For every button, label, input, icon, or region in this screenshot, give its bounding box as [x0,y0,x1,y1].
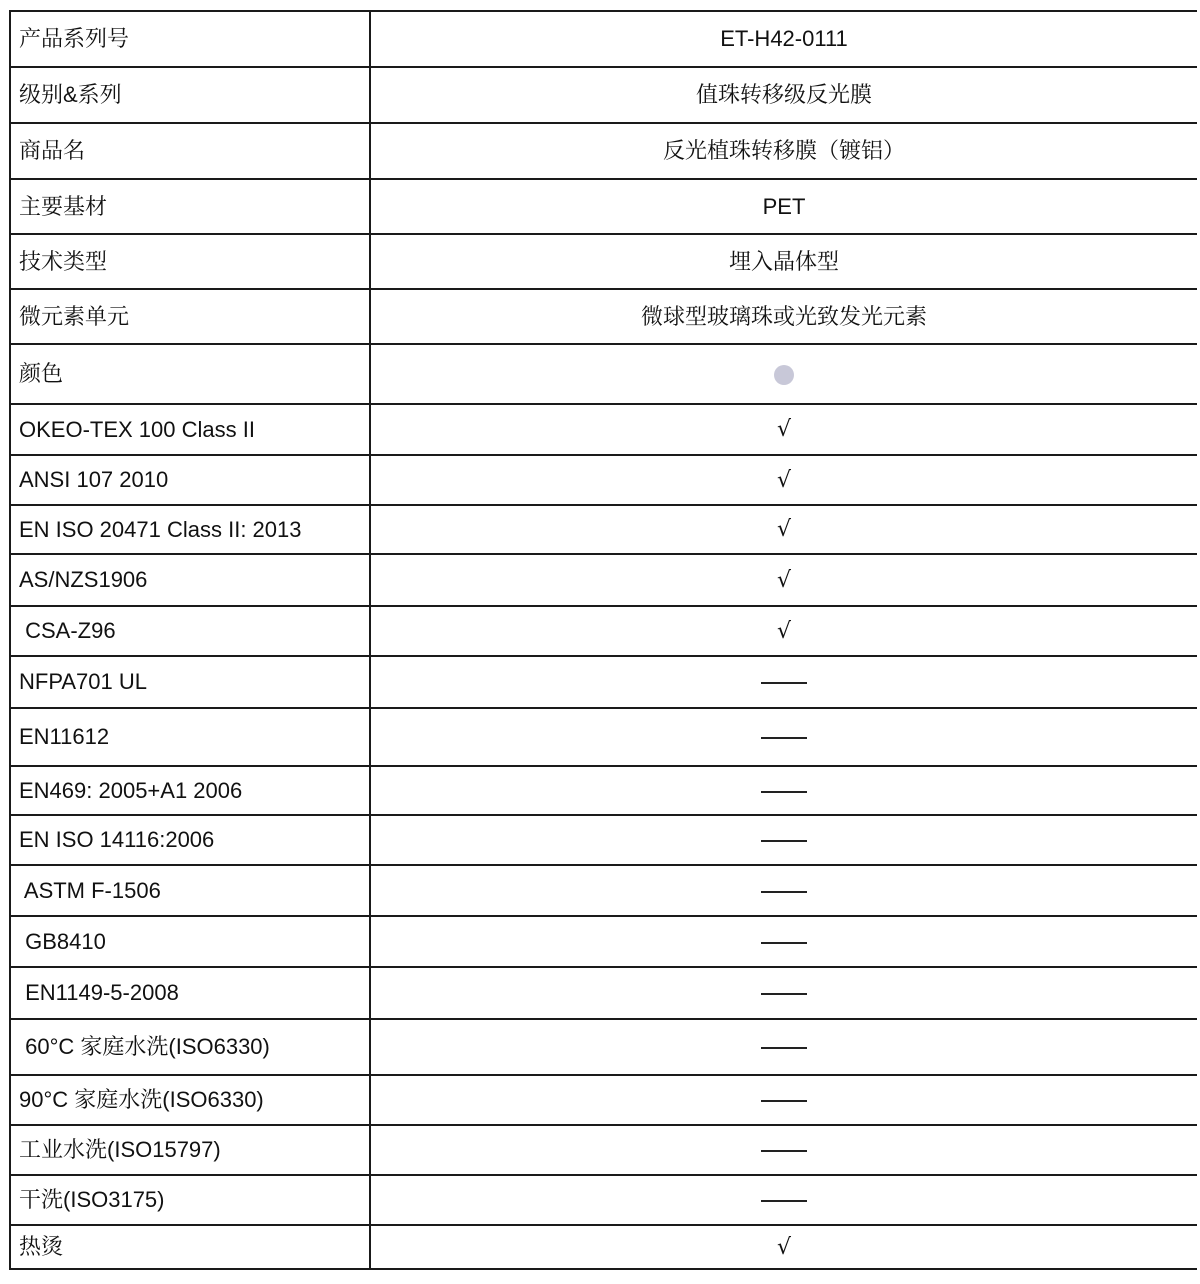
checkmark-icon: √ [776,1234,792,1260]
row-label: ASTM F-1506 [10,865,370,916]
row-label: AS/NZS1906 [10,554,370,606]
table-row [10,1225,1197,1269]
row-label: NFPA701 UL [10,656,370,708]
not-applicable-dash-icon [761,1150,807,1152]
row-value [370,404,1197,455]
row-value [370,455,1197,505]
row-value [370,766,1197,815]
row-label: GB8410 [10,916,370,967]
color-swatch-icon [774,365,794,385]
table-row [10,606,1197,656]
row-value [370,815,1197,865]
row-value [370,708,1197,766]
row-value [370,67,1197,123]
row-value [370,11,1197,67]
row-value [370,1125,1197,1175]
value-text: 值珠转移级反光膜 [695,82,872,107]
row-label: EN1149-5-2008 [10,967,370,1019]
row-value [370,656,1197,708]
row-label: 级别&系列 [10,67,370,123]
value-text: 埋入晶体型 [728,248,839,274]
table-row [10,123,1197,179]
row-value [370,1225,1197,1269]
row-label: OKEO-TEX 100 Class II [10,404,370,455]
table-row [10,404,1197,455]
table-row [10,815,1197,865]
row-label: 技术类型 [10,234,370,289]
row-value [370,554,1197,606]
not-applicable-dash-icon [761,791,807,793]
not-applicable-dash-icon [761,840,807,842]
row-label: 颜色 [10,344,370,404]
table-row [10,766,1197,815]
not-applicable-dash-icon [761,737,807,739]
value-text: ET-H42-0111 [720,26,848,51]
row-value [370,967,1197,1019]
checkmark-icon: √ [776,417,792,442]
table-row [10,11,1197,67]
table-row [10,916,1197,967]
spec-table-body [10,11,1197,1269]
value-text: 微球型玻璃珠或光致发光元素 [640,303,927,329]
row-label: EN11612 [10,708,370,766]
value-text: 反光植珠转移膜（镀铝） [662,138,905,163]
row-label: ANSI 107 2010 [10,455,370,505]
table-row [10,708,1197,766]
row-label: 商品名 [10,123,370,179]
table-row [10,967,1197,1019]
row-label: 干洗(ISO3175) [10,1175,370,1225]
row-label: 60°C 家庭水洗(ISO6330) [10,1019,370,1075]
row-label: EN ISO 20471 Class II: 2013 [10,505,370,554]
table-row [10,656,1197,708]
not-applicable-dash-icon [761,1100,807,1102]
not-applicable-dash-icon [761,891,807,893]
table-row [10,1019,1197,1075]
row-value [370,1175,1197,1225]
row-value [370,1019,1197,1075]
row-value [370,289,1197,344]
table-row [10,1175,1197,1225]
row-label: 微元素单元 [10,289,370,344]
table-row [10,179,1197,234]
row-label: EN469: 2005+A1 2006 [10,766,370,815]
row-value [370,865,1197,916]
table-row [10,1075,1197,1125]
checkmark-icon: √ [776,517,792,542]
table-row [10,505,1197,554]
row-value [370,916,1197,967]
table-row [10,455,1197,505]
not-applicable-dash-icon [761,993,807,995]
table-row [10,1125,1197,1175]
row-value [370,1075,1197,1125]
row-value [370,179,1197,234]
row-value [370,123,1197,179]
row-label: 主要基材 [10,179,370,234]
table-row [10,67,1197,123]
not-applicable-dash-icon [761,1200,807,1202]
not-applicable-dash-icon [761,1047,807,1049]
checkmark-icon: √ [776,467,792,493]
row-value [370,505,1197,554]
table-row [10,234,1197,289]
row-label: 90°C 家庭水洗(ISO6330) [10,1075,370,1125]
table-row [10,344,1197,404]
value-text: PET [762,193,806,219]
table-row [10,554,1197,606]
not-applicable-dash-icon [761,942,807,944]
table-row [10,289,1197,344]
spec-table [9,10,1197,1270]
row-value [370,344,1197,404]
table-row [10,865,1197,916]
row-label: 工业水洗(ISO15797) [10,1125,370,1175]
row-label: EN ISO 14116:2006 [10,815,370,865]
not-applicable-dash-icon [761,682,807,684]
row-value [370,606,1197,656]
row-label: CSA-Z96 [10,606,370,656]
checkmark-icon: √ [776,618,792,644]
checkmark-icon: √ [776,567,792,593]
row-value [370,234,1197,289]
row-label: 产品系列号 [10,11,370,67]
row-label: 热烫 [10,1225,370,1269]
